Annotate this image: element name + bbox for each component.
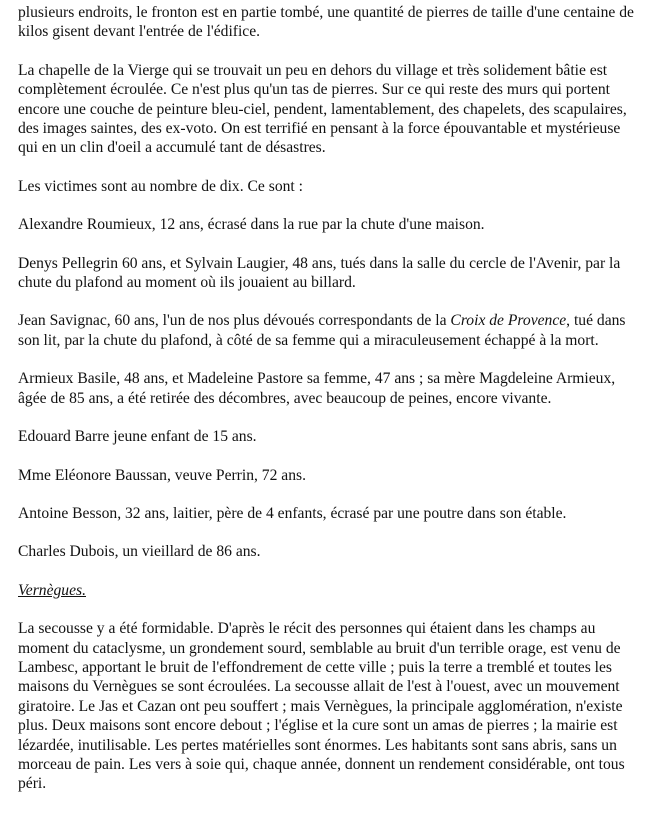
document-page	[18, 3, 638, 813]
paragraph-victim-roumieux: Alexandre Roumieux, 12 ans, écrasé dans la rue par la chute d'une maison.	[18, 216, 485, 234]
paragraph-victim-dubois: Charles Dubois, un vieillard de 86 ans.	[18, 543, 261, 561]
paragraph-victim-barre: Edouard Barre jeune enfant de 15 ans.	[18, 428, 257, 446]
paragraph-victim-armieux: Armieux Basile, 48 ans, et Madeleine Pastore sa femme, 47 ans ; sa mère Magdeleine Armieux, âgée de 85 ans, a été retirée des décombres, avec beaucoup de peines, encore vivante.	[18, 370, 616, 407]
paragraph-victimes-intro: Les victimes sont au nombre de dix. Ce sont :	[18, 177, 303, 195]
paragraph-vernegues: La secousse y a été formidable. D'après le récit des personnes qui étaient dans les champs au moment du cataclysme, un grondement sourd, semblable au bruit d'un terrible orage, est venu de Lambesc, apportant le bruit de l'effondrement de cette ville ; puis la terre a tremblé et toutes les maisons du Vernègues se sont écroulées. La secousse allait de l'est à l'ouest, avec un mouvement giratoire. Le Jas et Cazan ont peu souffert ; mais Vernègues, la principale agglomération, n'existe plus. Deux maisons sont encore debout ; l'église et la cure sont un amas de pierres ; la mairie est lézardée, inutilisable. Les pertes matérielles sont énormes. Les habitants sont sans abris, sans un morceau de pain. Les vers à soie qui, chaque année, donnent un rendement considérable, ont tous péri.	[18, 620, 625, 793]
paragraph-chapelle: La chapelle de la Vierge qui se trouvait un peu en dehors du village et très solidement bâtie est complètement écroulée. Ce n'est plus qu'un tas de pierres. Sur ce qui reste des murs qui portent encore une couche de peinture bleu-ciel, pendent, lamentablement, des chapelets, des scapulaires, des images saintes, des ex-voto. On est terrifié en pensant à la force épouvantable et mystérieuse qui en un clin d'oeil a accumulé tant de désastres.	[18, 61, 627, 157]
paragraph-victim-baussan: Mme Eléonore Baussan, veuve Perrin, 72 ans.	[18, 466, 306, 484]
section-heading-vernegues: Vernègues.	[18, 581, 86, 599]
paragraph-victim-besson: Antoine Besson, 32 ans, laitier, père de 4 enfants, écrasé par une poutre dans son étable.	[18, 504, 567, 522]
paragraph-victim-pellegrin-laugier: Denys Pellegrin 60 ans, et Sylvain Laugier, 48 ans, tués dans la salle du cercle de l'Avenir, par la chute du plafond au moment où ils jouaient au billard.	[18, 254, 621, 292]
paragraph-victim-savignac	[18, 311, 638, 350]
newspaper-title: Croix de Provence	[450, 312, 567, 330]
paragraph-fronton: plusieurs endroits, le fronton est en partie tombé, une quantité de pierres de taille d'une centaine de kilos gisent devant l'entrée de l'édifice.	[18, 4, 634, 41]
savignac-text-end: , tué dans son lit, par la chute du plafond, à côté de sa femme qui a miraculeusement échappé à la mort.	[18, 312, 626, 349]
section-heading-line	[18, 581, 638, 600]
savignac-text-start: Jean Savignac, 60 ans, l'un de nos plus dévoués correspondants de la	[18, 312, 451, 330]
